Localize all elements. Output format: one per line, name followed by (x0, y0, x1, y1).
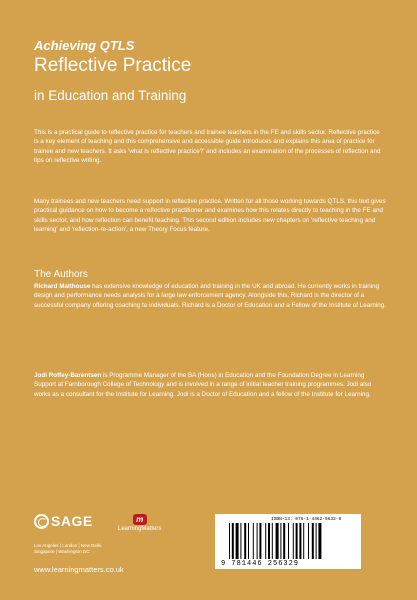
barcode-bars (219, 516, 357, 562)
barcode-number: 9 781446 256329 (221, 560, 300, 568)
description-paragraph-2: Many trainees and new teachers need support in reflective practice. Written for all those working towards QTLS, this text gives practical guidance on how to become a reflective practitioner and examines how this relates directly to teaching in the FE and skills sector, and how reflection can benefit teaching. This second edition includes new chapters on 'reflective teaching and learning' and 'reflection-re-action', a new Theory Focus feature. (34, 198, 386, 234)
author-name-1: Richard Malthouse (34, 283, 91, 290)
description-paragraph-1: This is a practical guide to reflective practice for teachers and trainee teachers in the FE and skills sector. Reflective practice is a key element of teaching and this comprehensive and accessible guide introduces and explains this area of practice for trainee and new teachers. It asks 'what is reflective practice?' and includes an examination of the processes of reflection and tips on reflective writing. (34, 129, 381, 165)
author-name-2: Jodi Roffey-Barentsen (34, 372, 102, 379)
book-subtitle: in Education and Training (34, 88, 187, 103)
learning-matters-logo (118, 514, 161, 532)
isbn-barcode (215, 514, 361, 569)
learning-matters-wordmark: LearningMatters (118, 526, 162, 532)
author-bio-2 (34, 371, 386, 399)
sage-wordmark: SAGE (51, 513, 93, 529)
author-bio-text-1: has extensive knowledge of education and training in the UK and abroad. He currently works in training design and performance needs analysis for a large law enforcement agency. Alongside this, Richard is the director of a successful company offering coaching to individuals. Richard is a Doctor of Education and a Fellow of the Institute of Learning. (34, 283, 387, 309)
author-bio-1 (34, 282, 386, 310)
author-bio-text-2: is Programme Manager of the BA (Hons) in Education and the Foundation Degree in Learning Support at Farnborough College of Technology and is involved in a range of initial teacher training programmes. Jodi also works as a consultant for the Institute for Learning. Jodi is a Doctor of Education and a fellow of the Institute for Learning. (34, 372, 372, 398)
isbn-label: ISBN-13: 978-1-4462-5632-9 (271, 517, 342, 522)
publisher-cities: Los Angeles | London | New Delhi Singapore | Washington DC (34, 543, 102, 554)
authors-heading: The Authors (34, 269, 88, 280)
learning-matters-icon: m (133, 514, 147, 525)
sage-swirl-icon (34, 514, 49, 529)
sage-logo (34, 513, 93, 529)
book-title: Reflective Practice (34, 55, 192, 76)
publisher-website: www.learningmatters.co.uk (34, 565, 124, 574)
series-title: Achieving QTLS (34, 38, 135, 53)
